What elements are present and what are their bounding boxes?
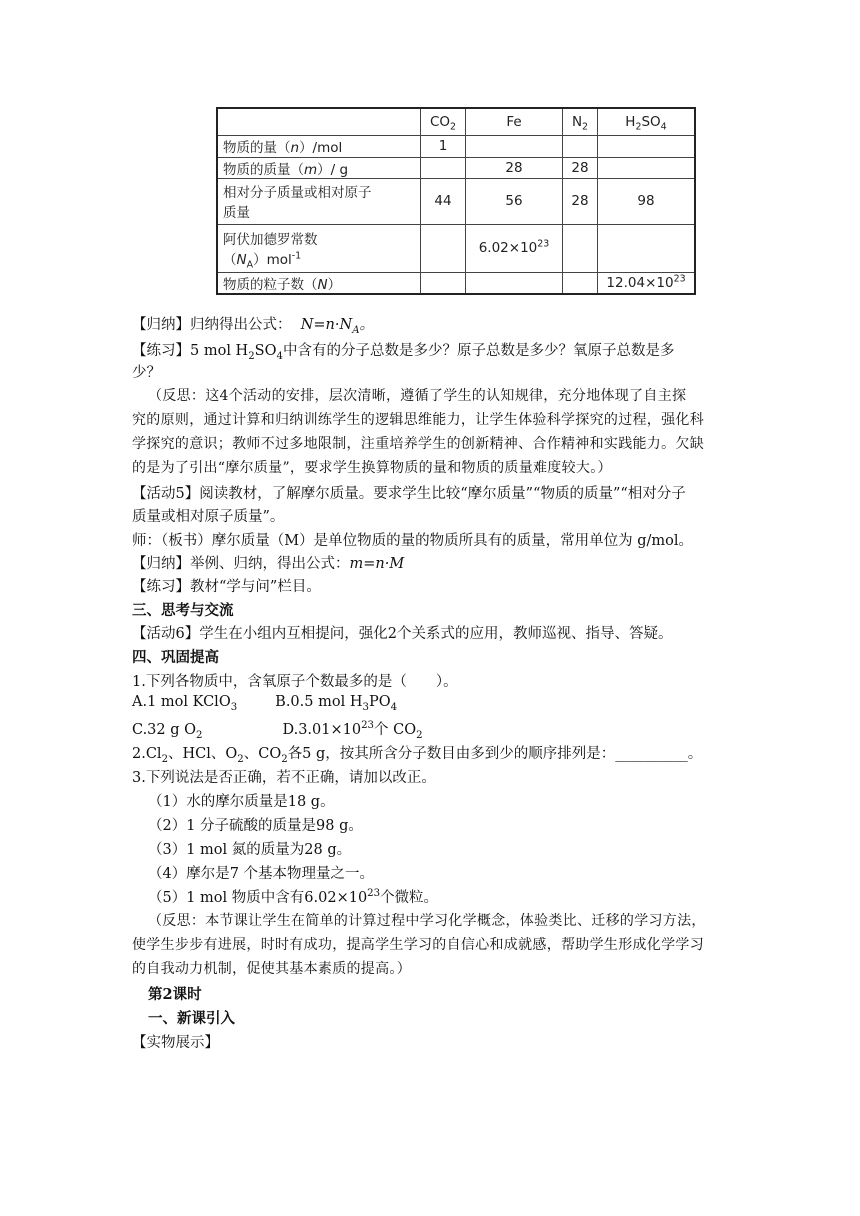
practice-tag: 【练习】 xyxy=(132,579,190,595)
table-cell xyxy=(563,135,598,157)
table-cell xyxy=(466,135,563,157)
practice-text: 5 mol $H_2SO_4$中含有的分子总数是多少？原子总数是多少？氧原子总数是多 xyxy=(190,343,675,362)
summary-tag: 【归纳】 xyxy=(132,556,190,572)
question-3-item: （4）摩尔是7 个基本物理量之一。 xyxy=(148,866,375,882)
table-cell: 98 xyxy=(598,178,696,224)
display-tag: 【实物展示】 xyxy=(132,1035,219,1051)
question-3-item: （2）1 分子硫酸的质量是98 g。 xyxy=(148,818,363,834)
practice-line xyxy=(132,339,674,360)
section-heading: 三、思考与交流 xyxy=(132,602,234,619)
formula: m=n·M xyxy=(349,556,405,572)
table-row xyxy=(217,272,695,294)
question-1-options-cd xyxy=(132,718,423,739)
table-cell xyxy=(598,224,696,272)
practice-text: 教材“学与问”栏目。 xyxy=(190,579,321,595)
activity6-line xyxy=(132,622,672,643)
question-1: 1.下列各物质中，含氧原子个数最多的是（ ）。 xyxy=(132,674,458,690)
table-row xyxy=(217,135,695,157)
question-3-item: （3）1 mol 氮的质量为28 g。 xyxy=(148,842,352,858)
practice-tag: 【练习】 xyxy=(132,343,190,359)
reflection-line: 学探究的意识；教师不过多地限制，注重培养学生的创新精神、合作精神和实践能力。欠缺 xyxy=(132,436,704,452)
activity-tag: 【活动5】 xyxy=(132,486,200,502)
option-d: $D.3.01\times 10^{23}$个 $CO_2$ xyxy=(282,720,423,741)
reflection-line: 究的原则，通过计算和归纳训练学生的逻辑思维能力，让学生体验科学探究的过程，强化科 xyxy=(132,412,704,428)
question-3: 3.下列说法是否正确，若不正确，请加以改正。 xyxy=(132,770,436,786)
row-label: 阿伏加德罗常数 $(N_A)mol^{-1}$ xyxy=(217,224,421,272)
section-heading: 四、巩固提高 xyxy=(132,649,219,666)
table-cell xyxy=(563,272,598,294)
header-cell: Fe xyxy=(466,108,563,135)
section-heading: 一、新课引入 xyxy=(148,1010,235,1027)
activity-text: 阅读教材，了解摩尔质量。要求学生比较“摩尔质量”“物质的质量”“相对分子 xyxy=(199,486,686,502)
activity5-line-cont: 质量或相对原子质量”。 xyxy=(132,509,285,525)
summary-text: 举例、归纳，得出公式： xyxy=(190,556,350,572)
option-b: B.0.5 mol $H_3PO_4$ xyxy=(275,694,398,713)
table-cell: 56 xyxy=(466,178,563,224)
table-cell xyxy=(421,157,466,178)
row-label: 物质的粒子数（N） xyxy=(217,272,421,294)
question-3-item: （5）1 mol 物质中含有$6.02\times 10^{23}$个微粒。 xyxy=(148,888,439,906)
question-3-item: （1）水的摩尔质量是18 g。 xyxy=(148,794,335,810)
row-label: 相对分子质量或相对原子 质量 xyxy=(217,178,421,224)
table-cell xyxy=(563,224,598,272)
option-c: C.32 g $O_2$ xyxy=(132,722,203,741)
row-label: 物质的量（n）/mol xyxy=(217,135,421,157)
table-cell: 1 xyxy=(421,135,466,157)
table-cell xyxy=(466,272,563,294)
practice-line-cont: 少？ xyxy=(132,365,161,381)
lesson-heading: 第2课时 xyxy=(148,986,202,1003)
summary-formula-line xyxy=(132,313,374,334)
header-cell: $H_2SO_4$ xyxy=(598,108,696,135)
activity5-line xyxy=(132,482,686,503)
option-a: A.1 mol KClO$_3$ xyxy=(132,694,238,713)
row-label: 物质的质量（m）/ g xyxy=(217,157,421,178)
table-cell: 28 xyxy=(563,157,598,178)
table-cell xyxy=(598,157,696,178)
activity-text: 学生在小组内互相提问，强化2个关系式的应用，教师巡视、指导、答疑。 xyxy=(199,626,673,642)
reflection-line: 的自我动力机制，促使其基本素质的提高。） xyxy=(132,961,411,977)
table-row xyxy=(217,224,695,272)
teacher-board-line: 师：（板书）摩尔质量（M）是单位物质的量的物质所具有的质量，常用单位为 g/mol。 xyxy=(132,533,693,549)
table-cell: 28 xyxy=(563,178,598,224)
table-header-row xyxy=(217,108,695,135)
practice2-line xyxy=(132,575,321,596)
reflection-line: （反思：本节课让学生在简单的计算过程中学习化学概念，体验类比、迁移的学习方法， xyxy=(148,913,706,929)
question-1-options-ab xyxy=(132,694,398,713)
summary-text: 归纳得出公式： xyxy=(190,317,292,333)
table-cell: 28 xyxy=(466,157,563,178)
summary-tag: 【归纳】 xyxy=(132,317,190,333)
table-cell: $12.04\times 10^{23}$ xyxy=(598,272,696,294)
header-cell: $N_2$ xyxy=(563,108,598,135)
table-cell xyxy=(421,224,466,272)
header-cell: $CO_2$ xyxy=(421,108,466,135)
table-cell xyxy=(598,135,696,157)
table-cell: 44 xyxy=(421,178,466,224)
table-cell xyxy=(421,272,466,294)
table-row xyxy=(217,157,695,178)
reflection-line: （反思：这4个活动的安排，层次清晰，遵循了学生的认知规律，充分地体现了自主探 xyxy=(148,388,687,404)
question-2: $2.Cl_2$、HCl、$O_2$、$CO_2$各5 g，按其所含分子数目由多到少的顺序排列是：__________。 xyxy=(132,746,703,765)
reflection-line: 使学生步步有进展，时时有成功，提高学生学习的自信心和成就感，帮助学生形成化学学习 xyxy=(132,937,704,953)
data-table xyxy=(216,107,696,295)
formula: $N=n\cdot N_A$。 xyxy=(300,317,375,336)
table-row xyxy=(217,178,695,224)
activity-tag: 【活动6】 xyxy=(132,626,200,642)
header-cell xyxy=(217,108,421,135)
reflection-line: 的是为了引出“摩尔质量”，要求学生换算物质的量和物质的质量难度较大。） xyxy=(132,460,612,476)
table-cell: $6.02\times 10^{23}$ xyxy=(466,224,563,272)
summary2-line xyxy=(132,552,404,573)
